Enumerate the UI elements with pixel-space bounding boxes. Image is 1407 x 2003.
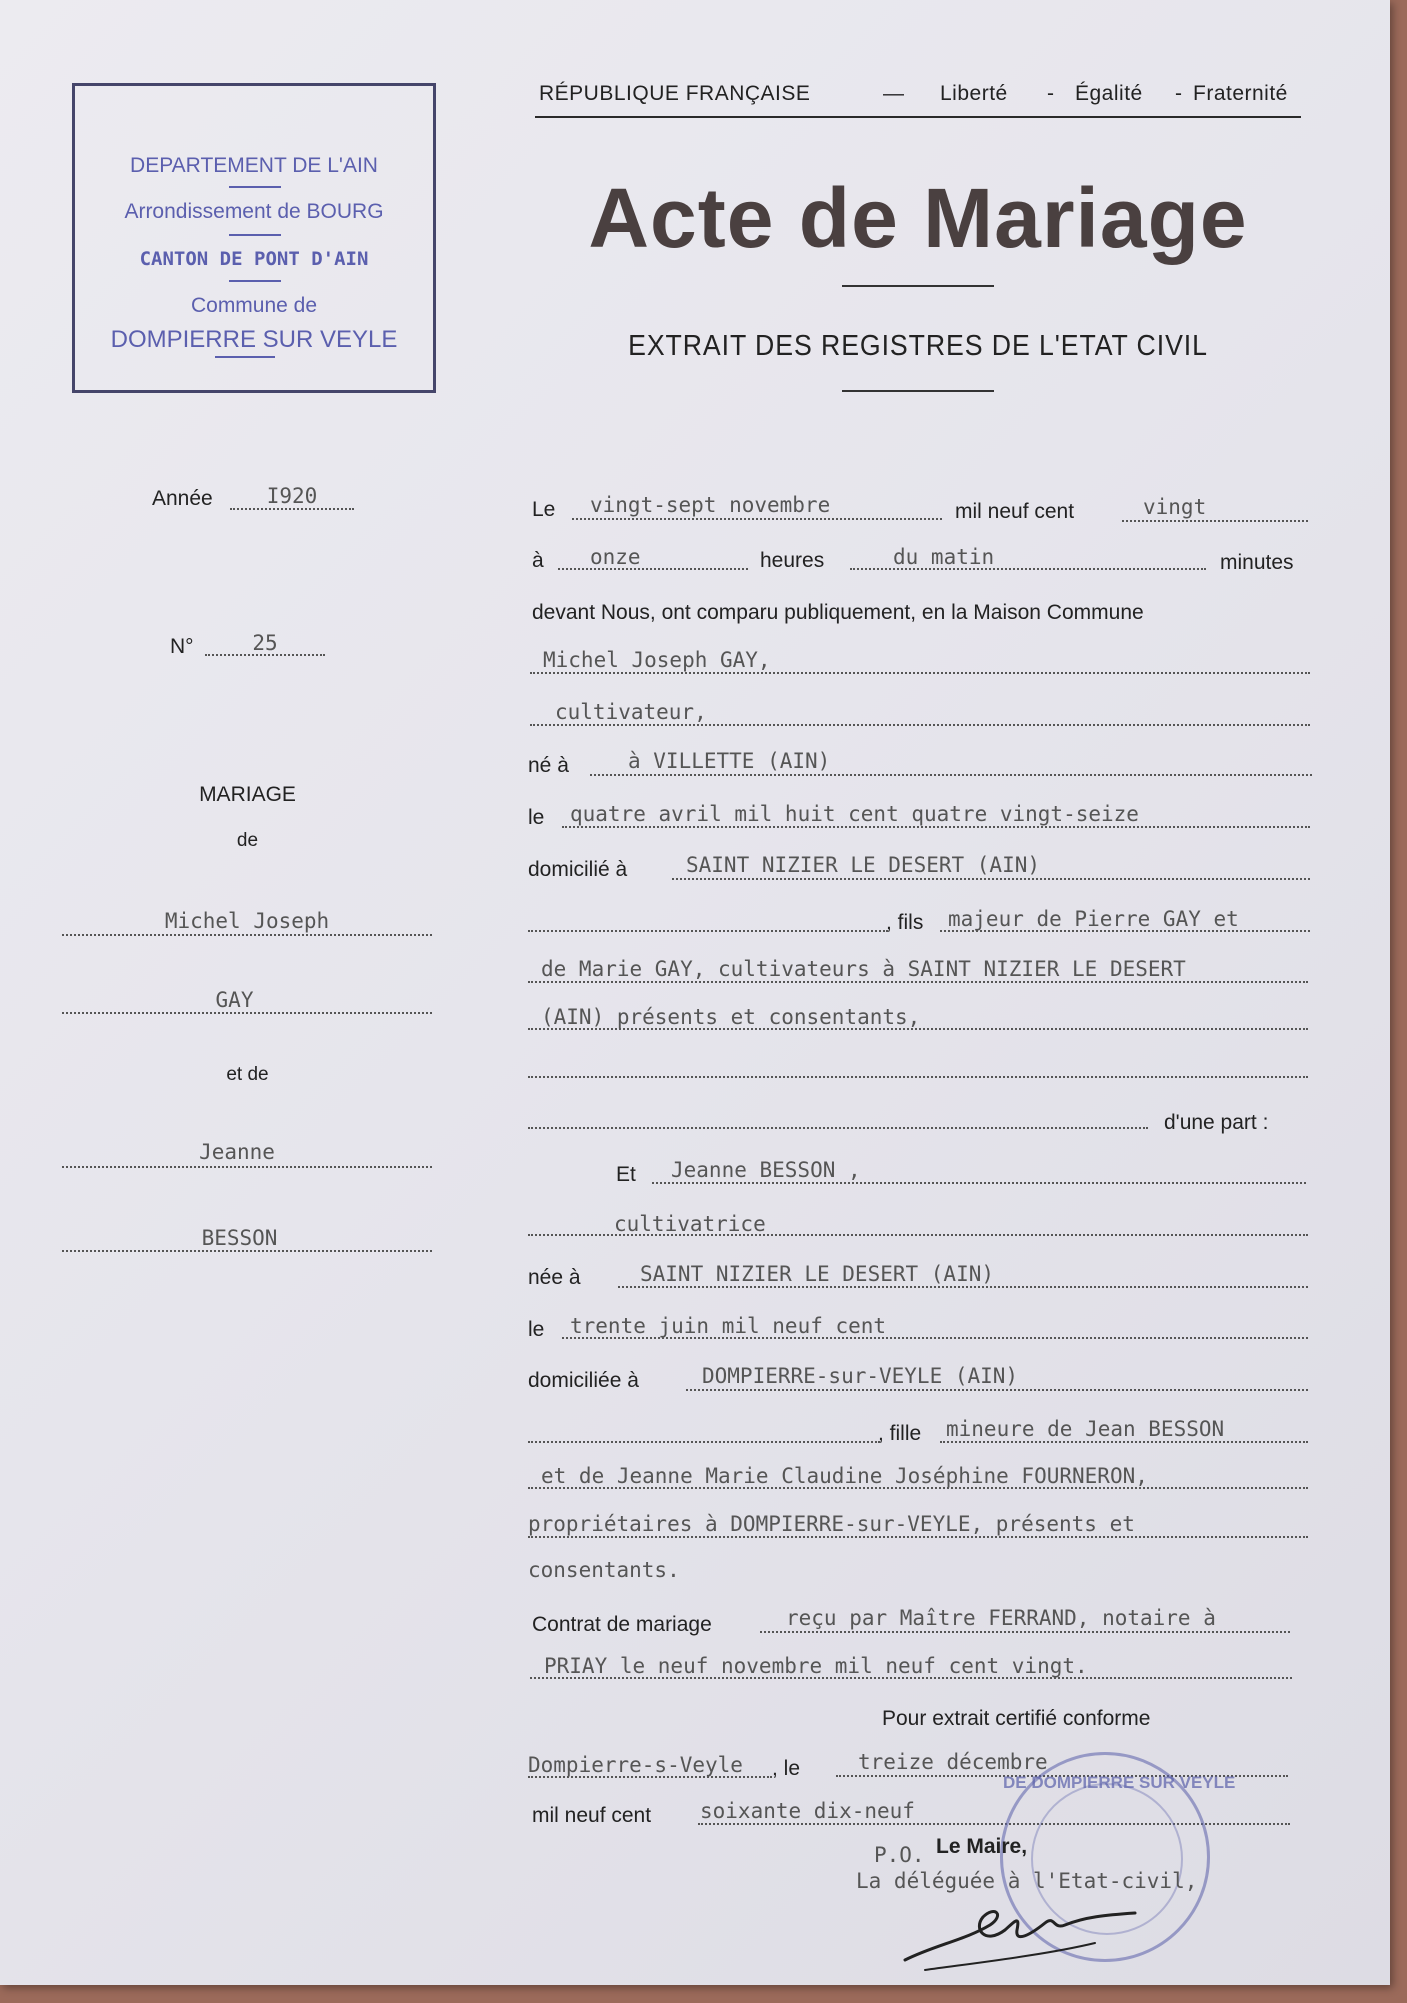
bride-profession: cultivatrice: [614, 1212, 766, 1236]
bride-birthdate-dots: [562, 1337, 1308, 1339]
header-dash: —: [883, 82, 905, 105]
motto-liberte: Liberté: [940, 82, 1008, 105]
bride-parents-line2: et de Jeanne Marie Claudine Joséphine FOURNERON,: [541, 1464, 1148, 1488]
bride-birthdate: trente juin mil neuf cent: [570, 1314, 887, 1338]
ne-a-label: né à: [528, 754, 569, 777]
contrat2-dots: [530, 1677, 1292, 1679]
signature: [895, 1885, 1195, 1975]
numero-value: 25: [252, 631, 278, 655]
stamp-divider: [229, 234, 281, 236]
delegue-text: La déléguée à l'Etat-civil,: [856, 1869, 1198, 1893]
stamp-department: DEPARTEMENT DE L'AIN: [130, 154, 378, 177]
annee-label: Année: [152, 487, 213, 510]
stamp-divider: [215, 356, 275, 358]
domiciliee-label: domiciliée à: [528, 1369, 639, 1392]
stamp-divider: [229, 280, 281, 282]
bride-surname-dots: [62, 1250, 432, 1252]
le2-label: le: [528, 806, 545, 829]
bride-domicile-dots: [686, 1389, 1308, 1391]
document-subtitle: EXTRAIT DES REGISTRES DE L'ETAT CIVIL: [628, 330, 1208, 362]
bride-parents1-dots: [940, 1441, 1308, 1443]
extract-year: soixante dix-neuf: [700, 1799, 915, 1823]
le4-label: , le: [772, 1757, 801, 1780]
bride-birthplace-dots: [618, 1286, 1308, 1288]
contrat-line1: reçu par Maître FERRAND, notaire à: [786, 1606, 1216, 1630]
mil-neuf-cent-label: mil neuf cent: [955, 500, 1075, 523]
et-de-label: et de: [226, 1064, 269, 1085]
groom-profession-dots: [530, 724, 1310, 726]
groom-parents-line3: (AIN) présents et consentants,: [541, 1005, 921, 1029]
republic-name: RÉPUBLIQUE FRANÇAISE: [539, 82, 811, 105]
annee-dots: [230, 508, 354, 510]
motto-fraternite: Fraternité: [1193, 82, 1288, 105]
bride-profession-dots: [528, 1234, 1308, 1236]
domicilie-label: domicilié à: [528, 858, 628, 881]
marriage-year: vingt: [1143, 495, 1207, 519]
blank-line-dots: [528, 1076, 1308, 1078]
et-label: Et: [616, 1163, 636, 1186]
le-maire-label: Le Maire,: [936, 1835, 1028, 1858]
bride-parents2-dots: [528, 1487, 1308, 1489]
groom-birthplace: à VILLETTE (AIN): [628, 749, 831, 773]
groom-surname: GAY: [215, 988, 254, 1012]
mil-neuf-cent2-label: mil neuf cent: [532, 1804, 652, 1827]
place-dots: [528, 1776, 772, 1778]
stamp-arrondissement: Arrondissement de BOURG: [124, 200, 384, 223]
groom-profession: cultivateur,: [555, 700, 707, 724]
groom-birthdate-dots: [562, 826, 1310, 828]
bride-parents-line4: consentants.: [528, 1558, 680, 1582]
heures-label: heures: [760, 549, 825, 572]
marriage-hour: onze: [590, 545, 641, 569]
le3-label: le: [528, 1318, 545, 1341]
seal-text: DE DOMPIERRE SUR VEYLE: [1003, 1773, 1236, 1792]
po-text: P.O.: [874, 1843, 925, 1867]
subtitle-rule: [842, 390, 994, 392]
bride-parents-line3: propriétaires à DOMPIERRE-sur-VEYLE, présents et: [528, 1512, 1135, 1536]
bride-birthplace: SAINT NIZIER LE DESERT (AIN): [640, 1262, 995, 1286]
date-dots: [572, 518, 942, 520]
stamp-commune-name: DOMPIERRE SUR VEYLE: [110, 326, 398, 353]
a-label: à: [532, 549, 544, 572]
year-dots: [1122, 520, 1308, 522]
bride-first-name: Jeanne: [199, 1140, 275, 1164]
groom-name-dots: [530, 672, 1310, 674]
annee-value: I920: [266, 484, 318, 508]
bride-parents3-dots: [528, 1536, 1308, 1538]
hour-dots: [558, 568, 748, 570]
title-rule: [842, 285, 994, 287]
extract-date: treize décembre: [858, 1750, 1048, 1774]
contrat-line2: PRIAY le neuf novembre mil neuf cent vingt.: [544, 1654, 1088, 1678]
le-label: Le: [532, 498, 556, 521]
motto-sep: -: [1047, 82, 1055, 105]
groom-parents-line1: majeur de Pierre GAY et: [948, 907, 1239, 931]
dune-part-label: d'une part :: [1164, 1111, 1269, 1134]
groom-parents2-dots: [528, 981, 1308, 983]
bride-parents-line1: mineure de Jean BESSON: [946, 1417, 1225, 1441]
groom-parents-line2: de Marie GAY, cultivateurs à SAINT NIZIER LE DESERT: [541, 957, 1186, 981]
fils-dots: [528, 930, 888, 932]
groom-parents3-dots: [528, 1028, 1308, 1030]
dune-part-dots: [528, 1127, 1148, 1129]
marriage-date: vingt-sept novembre: [590, 493, 831, 517]
stamp-divider: [229, 186, 281, 188]
groom-first-dots: [62, 934, 432, 936]
groom-domicile-dots: [672, 878, 1310, 880]
document-title: Acte de Mariage: [588, 171, 1248, 265]
groom-first-names: Michel Joseph: [164, 909, 330, 933]
motto-egalite: Égalité: [1075, 82, 1143, 105]
commune-stamp: [72, 83, 436, 393]
bride-first-dots: [62, 1166, 432, 1168]
extract-place: Dompierre-s-Veyle: [528, 1753, 743, 1777]
groom-birthdate: quatre avril mil huit cent quatre vingt-seize: [570, 802, 1139, 826]
groom-domicile: SAINT NIZIER LE DESERT (AIN): [686, 853, 1041, 877]
motto-sep: -: [1175, 82, 1183, 105]
republic-header: [535, 80, 1301, 118]
marriage-minutes: du matin: [893, 545, 995, 569]
minutes-label: minutes: [1220, 551, 1294, 574]
de-label: de: [236, 830, 259, 851]
stamp-canton: CANTON DE PONT D'AIN: [139, 248, 369, 270]
groom-full-name: Michel Joseph GAY,: [543, 648, 771, 672]
numero-dots: [205, 654, 325, 656]
bride-full-name: Jeanne BESSON ,: [671, 1158, 861, 1182]
bride-domicile: DOMPIERRE-sur-VEYLE (AIN): [702, 1364, 1019, 1388]
contrat-label: Contrat de mariage: [532, 1613, 712, 1636]
pour-extrait-label: Pour extrait certifié conforme: [882, 1707, 1151, 1730]
mariage-label: MARIAGE: [199, 783, 296, 806]
numero-label: N°: [170, 635, 194, 658]
stamp-commune-label: Commune de: [190, 294, 318, 317]
minutes-dots: [850, 568, 1206, 570]
fille-label: , fille: [878, 1422, 922, 1445]
contrat1-dots: [760, 1631, 1290, 1633]
groom-parents1-dots: [940, 930, 1310, 932]
fils-label: , fils: [886, 911, 924, 934]
bride-name-dots: [652, 1182, 1306, 1184]
groom-birthplace-dots: [590, 774, 1312, 776]
groom-surname-dots: [62, 1012, 432, 1014]
fille-dots: [528, 1441, 880, 1443]
bride-surname: BESSON: [201, 1226, 278, 1250]
devant-nous-text: devant Nous, ont comparu publiquement, en la Maison Commune: [532, 601, 1144, 624]
nee-a-label: née à: [528, 1266, 581, 1289]
